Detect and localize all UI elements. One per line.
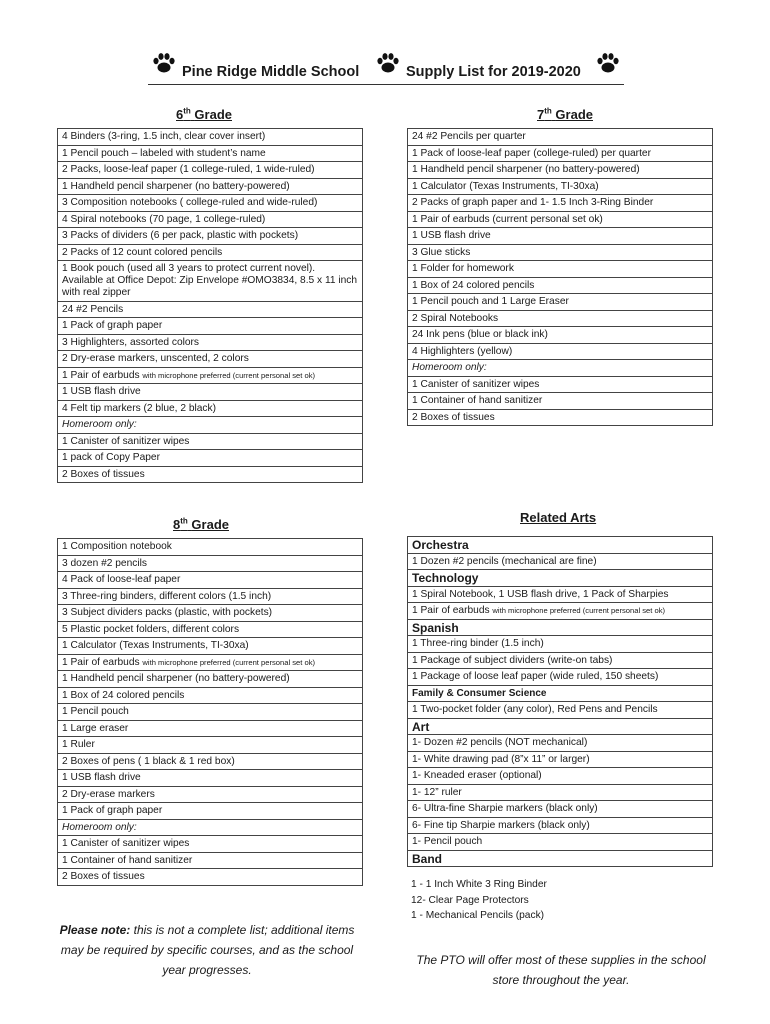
grade6-heading: 6th Grade — [176, 106, 232, 122]
table-row — [58, 334, 363, 351]
list-item: 12- Clear Page Protectors — [411, 894, 529, 906]
section-band — [408, 850, 713, 867]
table-cell: 2 Dry-erase markers — [58, 786, 363, 803]
table-cell: 2 Dry-erase markers, unscented, 2 colors — [58, 351, 363, 368]
table-row — [58, 450, 363, 467]
table-row — [58, 195, 363, 212]
please-note — [48, 920, 366, 980]
note-text: this is not a complete list; additional items may be required by specific courses, and as the school year progresses. — [60, 923, 355, 977]
section-orchestra — [408, 537, 713, 554]
table-cell: 3 dozen #2 pencils — [58, 555, 363, 572]
table-row — [58, 671, 363, 688]
table-row — [58, 539, 363, 556]
paw-print-icon — [152, 52, 176, 74]
related-arts-heading: Related Arts — [520, 510, 597, 525]
table-row — [58, 572, 363, 589]
paw-print-icon — [596, 52, 620, 74]
table-row — [58, 555, 363, 572]
table-row — [58, 244, 363, 261]
table-row — [58, 852, 363, 869]
table-row — [408, 801, 713, 818]
table-cell: 6- Ultra-fine Sharpie markers (black only) — [408, 801, 713, 818]
table-cell: 3 Glue sticks — [408, 244, 713, 261]
table-row — [58, 753, 363, 770]
table-row — [408, 228, 713, 245]
table-cell: 1 Pack of graph paper — [58, 318, 363, 335]
table-row — [408, 376, 713, 393]
table-row — [408, 244, 713, 261]
table-cell: 2 Packs of graph paper and 1- 1.5 Inch 3-Ring Binder — [408, 195, 713, 212]
homeroom-label-row — [58, 417, 363, 434]
table-cell: 1 Two-pocket folder (any color), Red Pens and Pencils — [408, 702, 713, 719]
table-row — [408, 178, 713, 195]
table-row — [408, 129, 713, 146]
table-cell: 1 Box of 24 colored pencils — [58, 687, 363, 704]
earbuds-note: with microphone preferred (current personal set ok) — [142, 370, 316, 380]
table-cell: 3 Three-ring binders, different colors (1.5 inch) — [58, 588, 363, 605]
section-spanish — [408, 619, 713, 636]
table-cell: 24 #2 Pencils — [58, 301, 363, 318]
section-technology — [408, 570, 713, 587]
table-cell: 4 Felt tip markers (2 blue, 2 black) — [58, 400, 363, 417]
table-row — [408, 145, 713, 162]
table-cell: Technology — [408, 570, 713, 587]
table-row — [408, 586, 713, 603]
table-cell: 1 Ruler — [58, 737, 363, 754]
table-cell: 5 Plastic pocket folders, different colors — [58, 621, 363, 638]
table-cell: 3 Subject dividers packs (plastic, with pockets) — [58, 605, 363, 622]
related-arts-table — [407, 536, 713, 867]
table-row — [408, 393, 713, 410]
table-cell: 2 Packs, loose-leaf paper (1 college-ruled, 1 wide-ruled) — [58, 162, 363, 179]
table-row — [58, 301, 363, 318]
table-row — [408, 669, 713, 686]
table-cell: 1 Book pouch (used all 3 years to protect current novel). Available at Office Depot: Zip Envelope #OMO3834, 8.5 x 11 inch with real zipper — [58, 261, 363, 302]
homeroom-label-row — [58, 819, 363, 836]
table-row — [408, 261, 713, 278]
table-cell: 1 Handheld pencil sharpener (no battery-powered) — [58, 671, 363, 688]
table-cell: 2 Boxes of tissues — [58, 466, 363, 483]
table-cell: 1 Folder for homework — [408, 261, 713, 278]
table-row — [58, 261, 363, 302]
table-cell: 1 Pencil pouch and 1 Large Eraser — [408, 294, 713, 311]
table-cell: 1- 12” ruler — [408, 784, 713, 801]
table-cell: Family & Consumer Science — [408, 685, 713, 702]
table-cell: 1 Container of hand sanitizer — [58, 852, 363, 869]
table-row — [58, 704, 363, 721]
table-row — [58, 803, 363, 820]
table-cell: 1 Box of 24 colored pencils — [408, 277, 713, 294]
table-row — [408, 162, 713, 179]
table-row — [58, 687, 363, 704]
table-row — [58, 178, 363, 195]
table-cell: 6- Fine tip Sharpie markers (black only) — [408, 817, 713, 834]
table-cell: Homeroom only: — [408, 360, 713, 377]
table-row — [58, 605, 363, 622]
table-cell: 2 Boxes of tissues — [58, 869, 363, 886]
table-row — [58, 638, 363, 655]
table-cell: Band — [408, 850, 713, 867]
table-row — [408, 768, 713, 785]
table-row — [408, 751, 713, 768]
table-row — [58, 654, 363, 671]
table-row — [408, 294, 713, 311]
list-item: 1 - 1 Inch White 3 Ring Binder — [411, 879, 547, 890]
table-row — [58, 588, 363, 605]
page-title — [148, 52, 624, 85]
table-cell: 1- Dozen #2 pencils (NOT mechanical) — [408, 735, 713, 752]
table-row — [408, 636, 713, 653]
pto-note: The PTO will offer most of these supplies in the school store throughout the year. — [416, 953, 706, 987]
table-cell: Orchestra — [408, 537, 713, 554]
table-cell: 1 USB flash drive — [408, 228, 713, 245]
table-cell: 1 Canister of sanitizer wipes — [58, 433, 363, 450]
table-row — [58, 162, 363, 179]
table-row — [58, 433, 363, 450]
table-cell: Homeroom only: — [58, 417, 363, 434]
list-item: 1 - Mechanical Pencils (pack) — [411, 910, 545, 921]
table-cell: 1 USB flash drive — [58, 384, 363, 401]
earbuds-note: with microphone preferred (current personal set ok) — [492, 606, 666, 615]
table-cell: 1 Package of subject dividers (write-on tabs) — [408, 652, 713, 669]
table-cell — [58, 654, 363, 671]
grade6-supply-table — [57, 128, 363, 483]
table-row — [58, 400, 363, 417]
table-cell: 4 Spiral notebooks (70 page, 1 college-ruled) — [58, 211, 363, 228]
table-row — [408, 817, 713, 834]
earbuds-label: 1 Pair of earbuds — [62, 369, 143, 381]
table-row — [58, 836, 363, 853]
table-row — [58, 384, 363, 401]
note-label: Please note: — [59, 923, 131, 937]
section-family-consumer-science — [408, 685, 713, 702]
table-row — [408, 702, 713, 719]
table-cell: 1- Kneaded eraser (optional) — [408, 768, 713, 785]
table-row — [58, 466, 363, 483]
table-cell: 1 Calculator (Texas Instruments, TI-30xa) — [408, 178, 713, 195]
table-cell: 1 pack of Copy Paper — [58, 450, 363, 467]
table-cell: 1 Pack of graph paper — [58, 803, 363, 820]
table-row — [408, 277, 713, 294]
table-cell: 1 Pencil pouch – labeled with student’s name — [58, 145, 363, 162]
table-cell: 2 Spiral Notebooks — [408, 310, 713, 327]
table-row — [58, 129, 363, 146]
table-row — [58, 737, 363, 754]
table-cell: 3 Composition notebooks ( college-ruled and wide-ruled) — [58, 195, 363, 212]
table-cell: 4 Pack of loose-leaf paper — [58, 572, 363, 589]
table-cell: 1 Calculator (Texas Instruments, TI-30xa) — [58, 638, 363, 655]
table-cell: 4 Highlighters (yellow) — [408, 343, 713, 360]
table-row — [58, 211, 363, 228]
grade8-heading: 8th Grade — [173, 516, 229, 532]
earbuds-label: 1 Pair of earbuds — [412, 605, 493, 616]
table-row — [58, 228, 363, 245]
table-cell: 1 Spiral Notebook, 1 USB flash drive, 1 Pack of Sharpies — [408, 586, 713, 603]
table-cell: 1 Canister of sanitizer wipes — [408, 376, 713, 393]
table-cell: 1 Canister of sanitizer wipes — [58, 836, 363, 853]
table-row — [408, 603, 713, 620]
table-cell: 1 Three-ring binder (1.5 inch) — [408, 636, 713, 653]
table-cell: 2 Boxes of tissues — [408, 409, 713, 426]
table-row — [58, 367, 363, 384]
table-cell: 1 Handheld pencil sharpener (no battery-powered) — [408, 162, 713, 179]
school-name: Pine Ridge Middle School — [182, 64, 360, 80]
table-row — [408, 211, 713, 228]
table-row — [408, 343, 713, 360]
table-cell: 1 Composition notebook — [58, 539, 363, 556]
grade8-supply-table — [57, 538, 363, 886]
table-row — [58, 621, 363, 638]
table-cell: 2 Boxes of pens ( 1 black & 1 red box) — [58, 753, 363, 770]
table-cell: 1 Pack of loose-leaf paper (college-ruled) per quarter — [408, 145, 713, 162]
table-cell: 1 Dozen #2 pencils (mechanical are fine) — [408, 553, 713, 570]
table-row — [408, 834, 713, 851]
table-row — [408, 652, 713, 669]
paw-print-icon — [376, 52, 400, 74]
table-cell: 1 Handheld pencil sharpener (no battery-powered) — [58, 178, 363, 195]
earbuds-note: with microphone preferred (current personal set ok) — [142, 657, 316, 667]
table-row — [408, 735, 713, 752]
table-cell: 1 Pair of earbuds (current personal set ok) — [408, 211, 713, 228]
table-row — [408, 310, 713, 327]
table-cell: 4 Binders (3-ring, 1.5 inch, clear cover insert) — [58, 129, 363, 146]
table-row — [58, 720, 363, 737]
table-cell: Spanish — [408, 619, 713, 636]
table-cell: 1 Package of loose leaf paper (wide ruled, 150 sheets) — [408, 669, 713, 686]
table-row — [58, 318, 363, 335]
section-art — [408, 718, 713, 735]
table-cell: 3 Highlighters, assorted colors — [58, 334, 363, 351]
table-cell: 2 Packs of 12 count colored pencils — [58, 244, 363, 261]
table-cell: Art — [408, 718, 713, 735]
table-cell: 24 #2 Pencils per quarter — [408, 129, 713, 146]
homeroom-label-row — [408, 360, 713, 377]
table-row — [408, 784, 713, 801]
table-row — [58, 351, 363, 368]
table-row — [408, 195, 713, 212]
table-cell: Homeroom only: — [58, 819, 363, 836]
table-row — [408, 553, 713, 570]
table-cell — [408, 603, 713, 620]
earbuds-label: 1 Pair of earbuds — [62, 656, 143, 668]
table-row — [58, 145, 363, 162]
supply-list-year: Supply List for 2019-2020 — [406, 64, 581, 80]
table-cell: 1 Pencil pouch — [58, 704, 363, 721]
table-cell: 1 Container of hand sanitizer — [408, 393, 713, 410]
table-cell: 1 USB flash drive — [58, 770, 363, 787]
table-row — [58, 869, 363, 886]
table-row — [58, 786, 363, 803]
band-supply-list — [411, 877, 547, 924]
table-cell: 3 Packs of dividers (6 per pack, plastic with pockets) — [58, 228, 363, 245]
table-cell: 1 Large eraser — [58, 720, 363, 737]
table-row — [58, 770, 363, 787]
table-cell — [58, 367, 363, 384]
table-cell: 1- Pencil pouch — [408, 834, 713, 851]
table-cell: 24 Ink pens (blue or black ink) — [408, 327, 713, 344]
table-row — [408, 327, 713, 344]
table-row — [408, 409, 713, 426]
table-cell: 1- White drawing pad (8”x 11” or larger) — [408, 751, 713, 768]
grade7-supply-table — [407, 128, 713, 426]
grade7-heading: 7th Grade — [537, 106, 593, 122]
